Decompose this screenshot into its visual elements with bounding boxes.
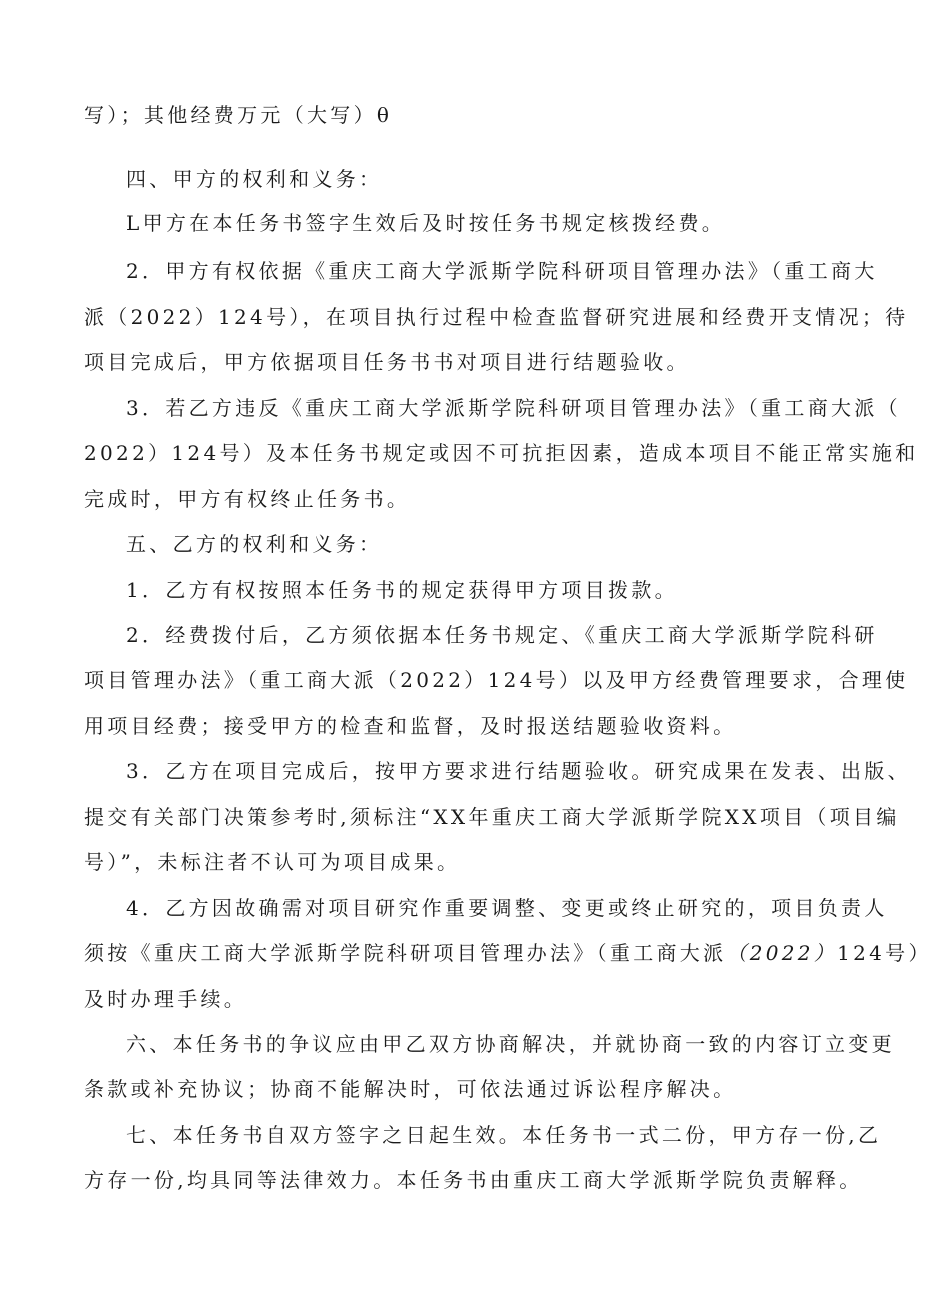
section4-item1: L甲方在本任务书签字生效后及时按任务书规定核拨经费。 [126, 211, 726, 235]
section7-line1: 七、本任务书自双方签字之日起生效。本任务书一式二份，甲方存一份,乙 [126, 1123, 882, 1147]
section5-item4-line3: 及时办理手续。 [84, 987, 248, 1011]
section4-item3-line3: 完成时，甲方有权终止任务书。 [84, 487, 411, 511]
section5-item3-line1: 3．乙方在项目完成后，按甲方要求进行结题验收。研究成果在发表、出版、 [126, 759, 911, 783]
section5-item3-line2: 提交有关部门决策参考时,须标注“XX年重庆工商大学派斯学院XX项目（项目编 [84, 805, 900, 829]
section6-line2: 条款或补充协议；协商不能解决时，可依法通过诉讼程序解决。 [84, 1077, 737, 1101]
section4-item2-line2: 派（2022）124号），在项目执行过程中检查监督研究进展和经费开支情况；待 [84, 305, 909, 329]
section5-item1: 1．乙方有权按照本任务书的规定获得甲方项目拨款。 [126, 578, 678, 602]
section5-item4-line2-pre: 须按《重庆工商大学派斯学院科研项目管理办法》（重工商大派 [84, 941, 727, 965]
section4-heading: 四、甲方的权利和义务： [126, 167, 383, 191]
section5-item2-line3: 用项目经费；接受甲方的检查和监督，及时报送结题验收资料。 [84, 714, 737, 738]
section4-item3-line1: 3．若乙方违反《重庆工商大学派斯学院科研项目管理办法》（重工商大派（ [126, 396, 901, 420]
section4-item2-line3: 项目完成后，甲方依据项目任务书书对项目进行结题验收。 [84, 350, 690, 374]
section5-item4-line2 [84, 941, 932, 965]
section5-item4-line1: 4．乙方因故确需对项目研究作重要调整、变更或终止研究的，项目负责人 [126, 896, 888, 920]
section4-item3-line2: 2022）124号）及本任务书规定或因不可抗拒因素，造成本项目不能正常实施和 [84, 441, 919, 465]
section5-item4-line2-italic-year: （2022） [726, 941, 838, 965]
section5-heading: 五、乙方的权利和义务： [126, 532, 383, 556]
section5-item4-line2-post: 124号） [837, 941, 932, 965]
section7-line2: 方存一份,均具同等法律效力。本任务书由重庆工商大学派斯学院负责解释。 [84, 1168, 863, 1192]
section5-item2-line1: 2．经费拨付后，乙方须依据本任务书规定、《重庆工商大学派斯学院科研 [126, 623, 878, 647]
section5-item2-line2: 项目管理办法》（重工商大派（2022）124号）以及甲方经费管理要求，合理使 [84, 668, 909, 692]
paragraph-continuation: 写）；其他经费万元（大写）θ [84, 103, 393, 127]
section5-item3-line3: 号）”，未标注者不认可为项目成果。 [84, 850, 461, 874]
section4-item2-line1: 2．甲方有权依据《重庆工商大学派斯学院科研项目管理办法》（重工商大 [126, 259, 878, 283]
section6-line1: 六、本任务书的争议应由甲乙双方协商解决，并就协商一致的内容订立变更 [126, 1032, 895, 1056]
